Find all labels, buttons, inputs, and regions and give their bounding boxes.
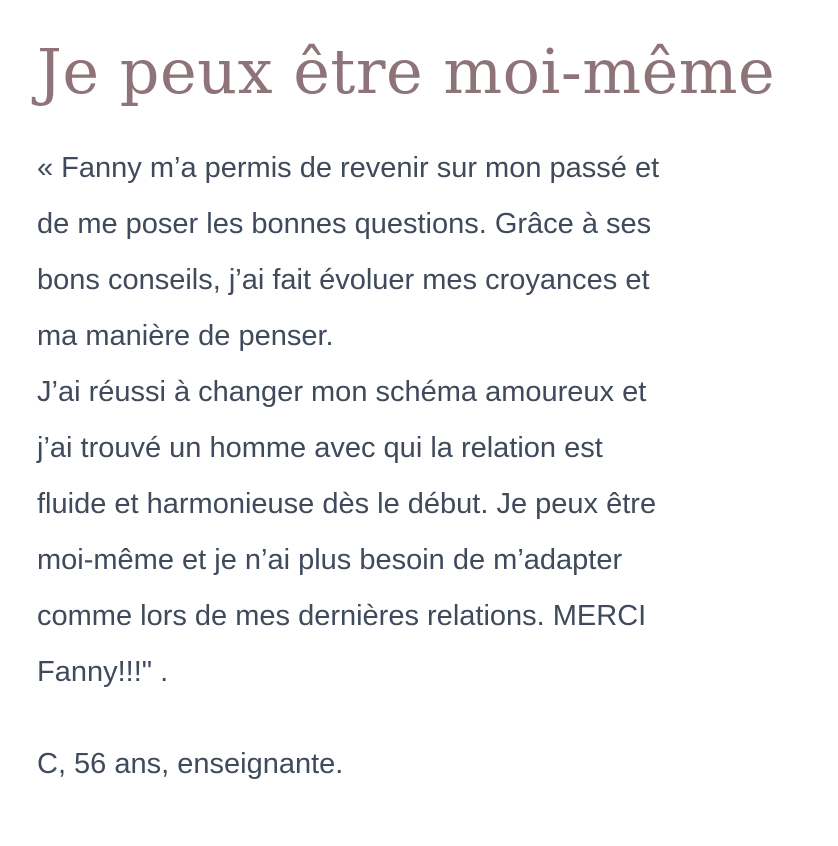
quote-line: comme lors de mes dernières relations. MERCI [37,600,647,632]
quote-line: moi-même et je n’ai plus besoin de m’adapter [37,544,623,576]
quote-line: « Fanny m’a permis de revenir sur mon passé et [37,152,660,184]
testimonial-quote [37,140,827,700]
quote-line: de me poser les bonnes questions. Grâce à ses [37,208,652,240]
testimonial-author: C, 56 ans, enseignante. [37,748,344,780]
quote-line: ma manière de penser. [37,320,334,352]
quote-line: fluide et harmonieuse dès le début. Je peux être [37,488,657,520]
quote-line: Fanny!!!" . [37,656,169,688]
testimonial-title: Je peux être moi-même [37,35,776,108]
quote-line: bons conseils, j’ai fait évoluer mes croyances et [37,264,650,296]
quote-line: j’ai trouvé un homme avec qui la relation est [37,432,603,464]
quote-line: J’ai réussi à changer mon schéma amoureux et [37,376,647,408]
testimonial [37,30,827,813]
